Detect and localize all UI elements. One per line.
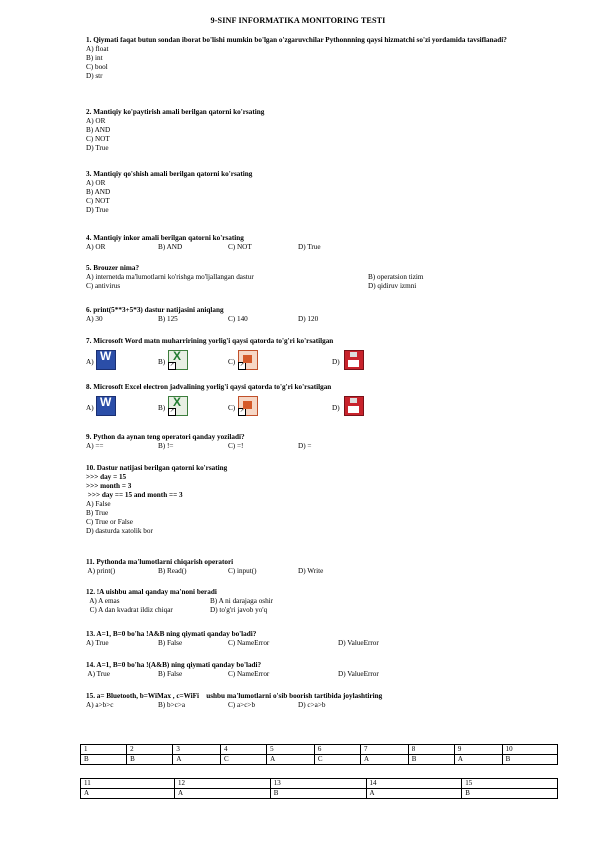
powerpoint-icon: [238, 350, 258, 370]
option-a: A) True: [86, 670, 110, 678]
shortcut-arrow-icon: ↗: [169, 409, 175, 414]
table-cell: 11: [81, 779, 175, 789]
option-a: A) float: [86, 45, 109, 53]
question-text: 11. Pythonda ma'lumotlarni chiqarish operatori: [86, 558, 234, 566]
option-b: B): [158, 358, 166, 366]
option-b: B) 125: [158, 315, 178, 323]
option-d: D) True: [86, 206, 109, 214]
table-cell: 7: [361, 745, 409, 755]
table-cell: C: [221, 755, 267, 765]
question-text: 14. A=1, B=0 bo'ha !(A&B) ning qiymati qanday bo'ladi?: [86, 661, 262, 669]
question-text: 6. print(5**3+5*3) dastur natijasini aniqlang: [86, 306, 224, 314]
option-c: C): [228, 358, 236, 366]
option-a: A) A emas: [86, 597, 120, 605]
code-line: >>> day == 15 and month == 3: [86, 491, 183, 499]
option-a: A) print(): [86, 567, 116, 575]
question-9: [86, 433, 546, 451]
option-b: B) False: [158, 639, 183, 647]
question-text: 10. Dastur natijasi berilgan qatorni ko'rsating: [86, 464, 228, 472]
option-a: A) internetda ma'lumotlarni ko'rishga mo'ljallangan dastur: [86, 273, 254, 281]
page-title: 9-SINF INFORMATIKA MONITORING TESTI: [210, 16, 386, 25]
answer-table-1: [80, 744, 558, 765]
table-cell: 2: [127, 745, 173, 755]
question-1: [86, 36, 546, 81]
table-cell: 5: [267, 745, 315, 755]
option-a: A): [86, 404, 94, 412]
table-cell: B: [81, 755, 127, 765]
question-10: [86, 464, 546, 536]
option-c: C) bool: [86, 63, 108, 71]
table-cell: C: [314, 755, 360, 765]
shortcut-arrow-icon: ↗: [169, 363, 175, 368]
option-b: B) !=: [158, 442, 174, 450]
table-cell: A: [454, 755, 502, 765]
excel-icon: [168, 396, 188, 416]
option-b: B) Read(): [158, 567, 187, 575]
option-a: A) True: [86, 639, 109, 647]
table-cell: B: [127, 755, 173, 765]
option-b: B) AND: [86, 188, 111, 196]
table-cell: A: [361, 755, 409, 765]
option-b: B) int: [86, 54, 103, 62]
question-text: 13. A=1, B=0 bo'ha !A&B ning qiymati qanday bo'ladi?: [86, 630, 257, 638]
table-cell: A: [175, 789, 271, 799]
word-icon: [96, 396, 116, 416]
question-11: [86, 558, 546, 576]
question-text: 1. Qiymati faqat butun sondan iborat bo'lishi mumkin bo'lgan o'zgaruvchilar Pythonnning qaysi hizmatchi so'zi yordamida tavsiflanadi?: [86, 36, 507, 44]
question-text: 12. !A uishbu amal qanday ma'noni beradi: [86, 588, 217, 596]
save-icon: [344, 396, 364, 416]
option-c: C) antivirus: [86, 282, 121, 290]
option-b: B): [158, 404, 166, 412]
option-d: D) True: [298, 243, 321, 251]
question-text: 8. Microsoft Excel electron jadvalining yorlig'i qaysi qatorda to'g'ri ko'rsatilgan: [86, 383, 332, 391]
option-d: D): [332, 358, 340, 366]
question-8: [86, 383, 546, 416]
question-text: 7. Microsoft Word matn muharririning yorlig'i qaysi qatorda to'g'ri ko'rsatilgan: [86, 337, 334, 345]
option-b: B) A ni darajaga oshir: [210, 597, 274, 605]
option-b: B) True: [86, 509, 109, 517]
option-d: D) 120: [298, 315, 319, 323]
option-b: B) False: [158, 670, 183, 678]
table-cell: 15: [462, 779, 558, 789]
table-cell: A: [267, 755, 315, 765]
question-6: [86, 306, 546, 324]
table-cell: 14: [366, 779, 462, 789]
question-14: [86, 661, 546, 679]
powerpoint-icon: [238, 396, 258, 416]
option-b: B) b>c>a: [158, 701, 186, 709]
option-a: A) False: [86, 500, 111, 508]
option-c: C) 140: [228, 315, 248, 323]
table-cell: 10: [502, 745, 557, 755]
option-c: C) =!: [228, 442, 244, 450]
question-text: 15. a= Bluetooth, b=WiMax , c=WiFi ushbu ma'lumotlarni o'sib boorish tartibida joylashtiring: [86, 692, 383, 700]
question-4: [86, 234, 546, 252]
option-d: D) =: [298, 442, 312, 450]
option-d: D): [332, 404, 340, 412]
table-cell: A: [173, 755, 221, 765]
table-cell: B: [502, 755, 557, 765]
question-text: 2. Mantiqiy ko'paytirish amali berilgan qatorni ko'rsating: [86, 108, 265, 116]
table-cell: A: [81, 789, 175, 799]
option-a: A) ==: [86, 442, 104, 450]
option-a: A) a>b>c: [86, 701, 114, 709]
question-5: [86, 264, 546, 291]
question-15: [86, 692, 546, 710]
table-row: [81, 789, 558, 799]
save-icon: [344, 350, 364, 370]
question-text: 3. Mantiqiy qo'shish amali berilgan qatorni ko'rsating: [86, 170, 253, 178]
option-d: D) c>a>b: [298, 701, 326, 709]
option-d: D) ValueError: [338, 670, 379, 678]
option-c: C) NOT: [86, 197, 110, 205]
option-a: A) OR: [86, 243, 106, 251]
table-cell: 6: [314, 745, 360, 755]
table-cell: 8: [408, 745, 454, 755]
table-cell: 3: [173, 745, 221, 755]
table-row: [81, 779, 558, 789]
option-d: D) ValueError: [338, 639, 379, 647]
table-cell: B: [270, 789, 366, 799]
code-line: >>> month = 3: [86, 482, 132, 490]
option-b: B) operatsion tizim: [368, 273, 424, 281]
option-d: D) str: [86, 72, 103, 80]
table-cell: 9: [454, 745, 502, 755]
table-cell: 4: [221, 745, 267, 755]
option-a: A): [86, 358, 94, 366]
word-icon: [96, 350, 116, 370]
table-cell: 12: [175, 779, 271, 789]
shortcut-arrow-icon: ↗: [239, 363, 245, 368]
answer-table-2: [80, 778, 558, 799]
question-text: 9. Python da aynan teng operatori qanday yoziladi?: [86, 433, 245, 441]
option-c: C) NOT: [228, 243, 252, 251]
option-c: C) NameError: [228, 639, 270, 647]
table-cell: A: [366, 789, 462, 799]
question-7: [86, 337, 546, 370]
table-cell: 1: [81, 745, 127, 755]
table-row: [81, 745, 558, 755]
excel-icon: [168, 350, 188, 370]
option-c: C) True or False: [86, 518, 133, 526]
option-d: D) qidiruv izmni: [368, 282, 417, 290]
option-c: C) NameError: [228, 670, 270, 678]
table-cell: 13: [270, 779, 366, 789]
option-d: D) Write: [298, 567, 324, 575]
code-line: >>> day = 15: [86, 473, 127, 481]
question-12: [86, 588, 546, 615]
option-d: D) to'g'ri javob yo'q: [210, 606, 268, 614]
table-cell: B: [462, 789, 558, 799]
shortcut-arrow-icon: ↗: [239, 409, 245, 414]
option-c: C) NOT: [86, 135, 110, 143]
option-c: C): [228, 404, 236, 412]
question-text: 4. Mantiqiy inkor amali berilgan qatorni ko'rsating: [86, 234, 244, 242]
option-b: B) AND: [158, 243, 183, 251]
table-cell: B: [408, 755, 454, 765]
option-a: A) 30: [86, 315, 103, 323]
option-c: C) A dan kvadrat ildiz chiqar: [86, 606, 173, 614]
question-13: [86, 630, 546, 648]
option-b: B) AND: [86, 126, 111, 134]
option-a: A) OR: [86, 179, 106, 187]
question-text: 5. Brouzer nima?: [86, 264, 140, 272]
option-d: D) dasturda xatolik bor: [86, 527, 153, 535]
option-a: A) OR: [86, 117, 106, 125]
option-c: C) a>c>b: [228, 701, 256, 709]
question-2: [86, 108, 546, 153]
option-c: C) input(): [228, 567, 257, 575]
question-3: [86, 170, 546, 215]
option-d: D) True: [86, 144, 109, 152]
table-row: [81, 755, 558, 765]
